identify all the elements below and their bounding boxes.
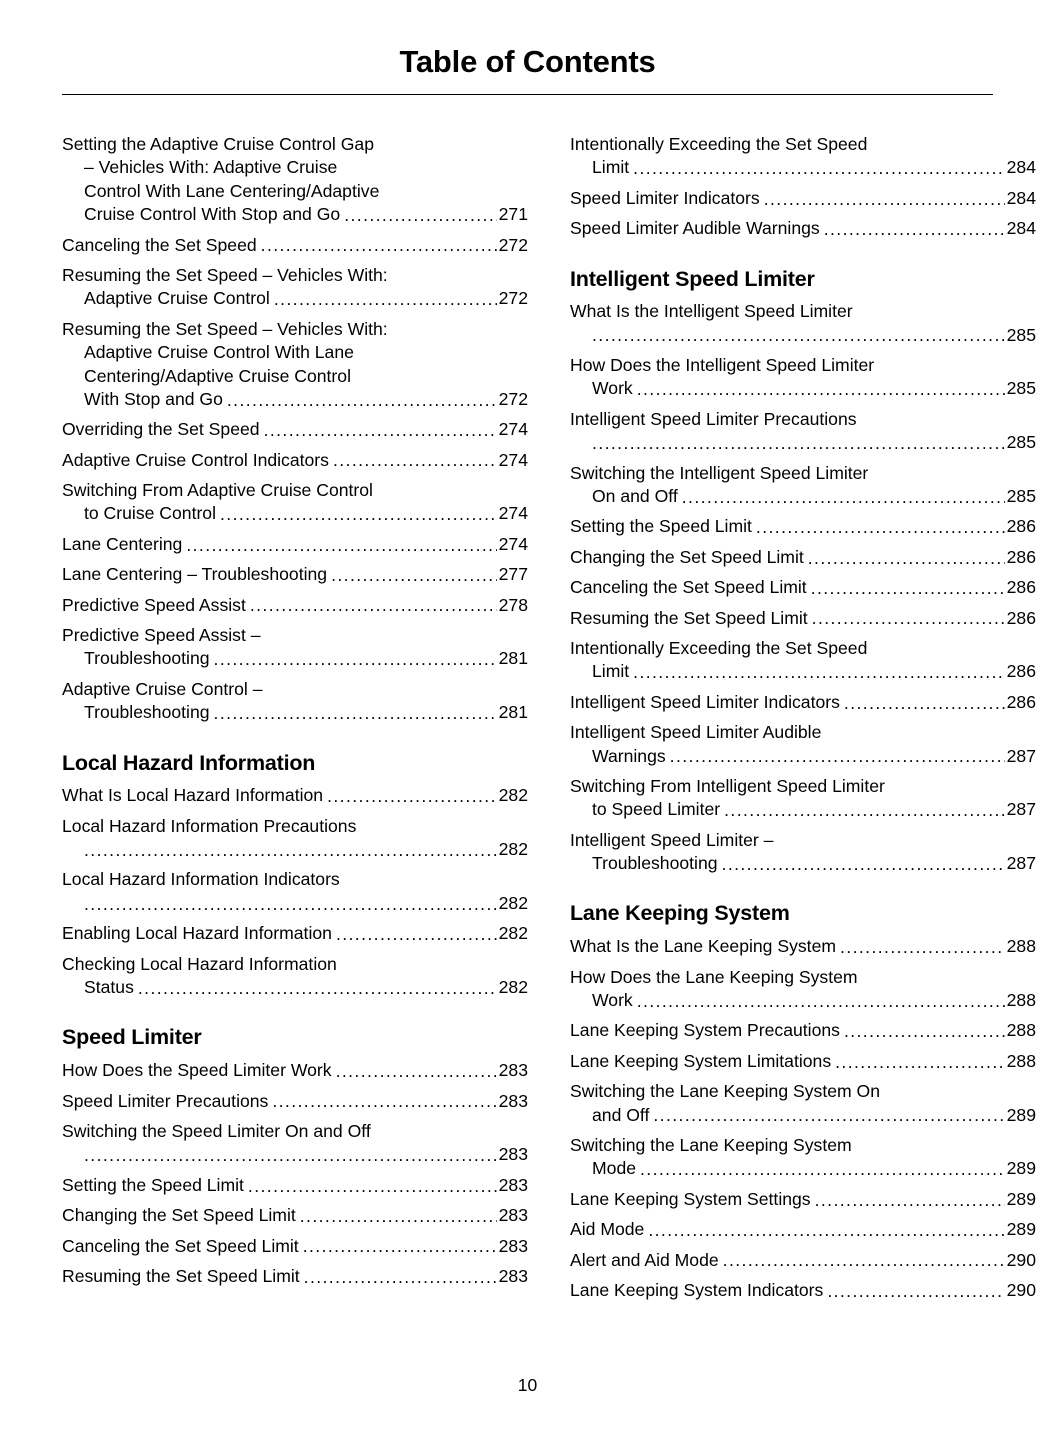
- toc-entry[interactable]: [62, 133, 528, 227]
- toc-entry-line: Centering/Adaptive Cruise Control: [84, 365, 351, 386]
- toc-entry[interactable]: [570, 637, 1036, 684]
- toc-entry-text: Adaptive Cruise Control Indicators: [62, 449, 329, 470]
- toc-entry-tail: [570, 798, 1036, 821]
- toc-entry-line: Resuming the Set Speed – Vehicles With:: [62, 264, 388, 285]
- toc-leader-dots: [815, 1192, 1005, 1210]
- toc-entry[interactable]: [570, 217, 1036, 240]
- toc-entry-page: 284: [1006, 187, 1036, 208]
- toc-leader-dots: [670, 748, 1005, 766]
- toc-entry-text: Speed Limiter Audible Warnings: [570, 218, 820, 239]
- toc-entry-text: Canceling the Set Speed Limit: [62, 1235, 299, 1256]
- toc-entry[interactable]: [62, 624, 528, 671]
- toc-entry-tail: [62, 922, 528, 945]
- toc-entry-line: Control With Lane Centering/Adaptive: [84, 180, 380, 201]
- toc-entry-text: Speed Limiter Indicators: [570, 187, 760, 208]
- toc-entry[interactable]: [62, 815, 528, 862]
- toc-entry-page: 289: [1006, 1104, 1036, 1125]
- toc-entry-text: Work: [592, 378, 633, 399]
- toc-entry-text: Setting the Speed Limit: [570, 516, 752, 537]
- toc-entry-text: Limit: [592, 661, 630, 682]
- toc-entry[interactable]: [570, 133, 1036, 180]
- toc-leader-dots: [304, 1269, 497, 1287]
- toc-entry-tail: [570, 187, 1036, 210]
- toc-entry-tail: [62, 533, 528, 556]
- toc-leader-dots: [84, 1147, 497, 1165]
- toc-entry-text: Resuming the Set Speed Limit: [570, 607, 808, 628]
- toc-entry-page: 283: [498, 1144, 528, 1165]
- toc-entry-tail: [570, 607, 1036, 630]
- page-title: Table of Contents: [399, 44, 656, 79]
- toc-entry-tail: [62, 388, 528, 411]
- toc-entry-line: Setting the Adaptive Cruise Control Gap: [62, 134, 374, 154]
- toc-entry-text: What Is Local Hazard Information: [62, 785, 324, 806]
- toc-leader-dots: [637, 381, 1005, 399]
- toc-leader-dots: [812, 610, 1005, 628]
- toc-entry-page: 274: [498, 449, 528, 470]
- toc-entry-tail: [62, 701, 528, 724]
- toc-entry-line: Switching From Intelligent Speed Limiter: [570, 775, 885, 796]
- toc-entry-text: Troubleshooting: [84, 648, 210, 669]
- toc-entry-text: Changing the Set Speed Limit: [570, 546, 804, 567]
- toc-entry[interactable]: [570, 187, 1036, 210]
- toc-entry-page: 290: [1006, 1249, 1036, 1270]
- toc-entry-page: 282: [498, 977, 528, 998]
- toc-entry-text: Canceling the Set Speed: [62, 234, 257, 255]
- toc-leader-dots: [248, 1178, 497, 1196]
- toc-entry-tail: [570, 377, 1036, 400]
- toc-entry-text: Work: [592, 989, 633, 1010]
- toc-leader-dots: [333, 452, 497, 470]
- toc-leader-dots: [756, 519, 1005, 537]
- toc-entry-line: Resuming the Set Speed – Vehicles With:: [62, 318, 388, 339]
- toc-leader-dots: [844, 1023, 1005, 1041]
- toc-leader-dots: [764, 191, 1005, 209]
- toc-columns: [62, 133, 1036, 1309]
- toc-entry-tail: [570, 217, 1036, 240]
- toc-entry-page: 274: [498, 533, 528, 554]
- toc-entry-tail: [62, 1090, 528, 1113]
- toc-leader-dots: [220, 506, 497, 524]
- toc-entry[interactable]: [570, 408, 1036, 455]
- toc-leader-dots: [633, 664, 1004, 682]
- toc-entry[interactable]: [570, 1279, 1036, 1302]
- toc-entry[interactable]: [570, 1249, 1036, 1272]
- toc-entry-line: Local Hazard Information Indicators: [62, 869, 340, 890]
- toc-entry[interactable]: [62, 418, 528, 441]
- toc-entry[interactable]: [62, 953, 528, 1000]
- toc-leader-dots: [84, 842, 497, 860]
- toc-entry-text: Lane Centering: [62, 533, 183, 554]
- toc-entry-tail: [62, 234, 528, 257]
- toc-entry-tail: [62, 449, 528, 472]
- toc-leader-dots: [633, 160, 1004, 178]
- toc-entry[interactable]: [570, 462, 1036, 509]
- toc-entry-text: Adaptive Cruise Control: [84, 288, 270, 309]
- toc-entry-page: 285: [1006, 324, 1036, 345]
- toc-entry-tail: [62, 203, 528, 226]
- toc-entry-page: 283: [498, 1265, 528, 1286]
- toc-entry-text: Aid Mode: [570, 1219, 645, 1240]
- toc-entry-text: Lane Keeping System Precautions: [570, 1020, 840, 1041]
- toc-entry[interactable]: [62, 479, 528, 526]
- toc-leader-dots: [682, 489, 1005, 507]
- toc-entry-line: How Does the Intelligent Speed Limiter: [570, 355, 875, 376]
- toc-entry[interactable]: [570, 354, 1036, 401]
- toc-entry-page: 281: [498, 648, 528, 669]
- toc-entry-text: On and Off: [592, 486, 678, 507]
- toc-leader-dots: [722, 856, 1005, 874]
- toc-entry-page: 272: [498, 288, 528, 309]
- toc-entry-tail: [570, 1157, 1036, 1180]
- toc-entry-page: 287: [1006, 745, 1036, 766]
- toc-entry-tail: [570, 1050, 1036, 1073]
- toc-entry-text: Lane Centering – Troubleshooting: [62, 564, 328, 585]
- toc-entry[interactable]: [62, 234, 528, 257]
- toc-leader-dots: [274, 291, 497, 309]
- toc-entry-page: 272: [498, 388, 528, 409]
- toc-entry-tail: [570, 1104, 1036, 1127]
- folio-page-number: 10: [517, 1375, 538, 1395]
- toc-leader-dots: [592, 327, 1005, 345]
- toc-entry-tail: [62, 1265, 528, 1288]
- toc-entry-tail: [62, 594, 528, 617]
- toc-section-heading: Speed Limiter: [62, 1025, 202, 1050]
- toc-leader-dots: [723, 1252, 1005, 1270]
- toc-entry[interactable]: [62, 318, 528, 412]
- toc-leader-dots: [637, 993, 1005, 1011]
- toc-entry-text: What Is the Lane Keeping System: [570, 936, 837, 957]
- toc-entry-page: 287: [1006, 799, 1036, 820]
- toc-entry-text: Speed Limiter Precautions: [62, 1090, 269, 1111]
- toc-leader-dots: [250, 597, 497, 615]
- toc-entry-text: Cruise Control With Stop and Go: [84, 204, 341, 225]
- toc-entry-page: 282: [498, 892, 528, 913]
- toc-leader-dots: [331, 567, 497, 585]
- toc-entry-tail: [570, 546, 1036, 569]
- toc-entry-line: Switching the Lane Keeping System On: [570, 1081, 881, 1102]
- toc-entry-page: 286: [1006, 607, 1036, 628]
- toc-entry-line: Switching the Intelligent Speed Limiter: [570, 462, 869, 483]
- toc-entry-page: 289: [1006, 1158, 1036, 1179]
- toc-leader-dots: [827, 1283, 1004, 1301]
- toc-entry-page: 284: [1006, 157, 1036, 178]
- toc-entry-tail: [570, 156, 1036, 179]
- toc-entry-line: Intelligent Speed Limiter Audible: [570, 722, 822, 743]
- toc-entry-tail: [570, 1279, 1036, 1302]
- toc-leader-dots: [214, 705, 497, 723]
- toc-entry-tail: [62, 1235, 528, 1258]
- toc-entry-tail: [570, 515, 1036, 538]
- toc-entry-page: 282: [498, 923, 528, 944]
- toc-entry-text: Mode: [592, 1158, 637, 1179]
- toc-entry[interactable]: [570, 829, 1036, 876]
- toc-entry-line: Switching the Lane Keeping System: [570, 1134, 852, 1155]
- toc-entry-text: With Stop and Go: [84, 388, 223, 409]
- toc-entry-page: 285: [1006, 378, 1036, 399]
- toc-leader-dots: [138, 980, 497, 998]
- toc-leader-dots: [811, 580, 1005, 598]
- toc-entry-page: 283: [498, 1235, 528, 1256]
- toc-entry-line: Adaptive Cruise Control –: [62, 678, 263, 699]
- toc-entry-page: 288: [1006, 1050, 1036, 1071]
- toc-entry[interactable]: [570, 1134, 1036, 1181]
- toc-entry-tail: [570, 1188, 1036, 1211]
- toc-entry-text: Overriding the Set Speed: [62, 419, 260, 440]
- toc-entry-tail: [62, 418, 528, 441]
- toc-entry-page: 289: [1006, 1219, 1036, 1240]
- toc-entry-tail: [570, 1019, 1036, 1042]
- toc-entry-text: Lane Keeping System Indicators: [570, 1279, 824, 1300]
- toc-entry-page: 281: [498, 702, 528, 723]
- toc-entry-tail: [62, 1059, 528, 1082]
- toc-entry-text: and Off: [592, 1104, 650, 1125]
- toc-entry-page: 288: [1006, 989, 1036, 1010]
- toc-entry-page: 286: [1006, 691, 1036, 712]
- toc-entry-text: Alert and Aid Mode: [570, 1249, 719, 1270]
- toc-entry-text: Status: [84, 977, 134, 998]
- toc-entry-page: 282: [498, 785, 528, 806]
- toc-entry[interactable]: [62, 449, 528, 472]
- toc-entry[interactable]: [570, 607, 1036, 630]
- toc-entry[interactable]: [570, 691, 1036, 714]
- toc-entry-page: 282: [498, 839, 528, 860]
- toc-entry-page: 287: [1006, 853, 1036, 874]
- toc-entry-line: Intentionally Exceeding the Set Speed: [570, 637, 868, 658]
- toc-entry[interactable]: [62, 533, 528, 556]
- toc-entry[interactable]: [570, 775, 1036, 822]
- toc-entry-tail: [62, 1143, 528, 1166]
- toc-entry-page: 284: [1006, 218, 1036, 239]
- toc-entry[interactable]: [570, 300, 1036, 347]
- toc-entry[interactable]: [62, 868, 528, 915]
- toc-entry-page: 271: [498, 204, 528, 225]
- toc-section-heading: Intelligent Speed Limiter: [570, 266, 815, 291]
- toc-entry-tail: [62, 1204, 528, 1227]
- toc-entry-line: How Does the Lane Keeping System: [570, 966, 858, 987]
- toc-entry-tail: [62, 1174, 528, 1197]
- toc-leader-dots: [300, 1208, 497, 1226]
- toc-entry-line: Intelligent Speed Limiter Precautions: [570, 408, 857, 429]
- toc-leader-dots: [344, 207, 496, 225]
- toc-entry-line: What Is the Intelligent Speed Limiter: [570, 301, 853, 322]
- toc-entry-page: 277: [498, 564, 528, 585]
- toc-entry-page: 283: [498, 1205, 528, 1226]
- toc-column-left: [62, 133, 528, 1295]
- toc-entry[interactable]: [62, 1204, 528, 1227]
- toc-entry-text: Warnings: [592, 745, 666, 766]
- toc-entry-text: Predictive Speed Assist: [62, 594, 246, 615]
- toc-leader-dots: [227, 392, 497, 410]
- toc-entry[interactable]: [570, 1050, 1036, 1073]
- toc-leader-dots: [261, 237, 497, 255]
- toc-entry-page: 289: [1006, 1188, 1036, 1209]
- toc-entry[interactable]: [62, 1090, 528, 1113]
- toc-leader-dots: [327, 788, 497, 806]
- toc-entry-page: 285: [1006, 486, 1036, 507]
- toc-leader-dots: [214, 651, 497, 669]
- toc-entry-text: to Cruise Control: [84, 503, 217, 524]
- toc-entry-page: 285: [1006, 432, 1036, 453]
- toc-entry-tail: [570, 485, 1036, 508]
- toc-entry-tail: [570, 1249, 1036, 1272]
- toc-entry[interactable]: [570, 576, 1036, 599]
- toc-entry-page: 286: [1006, 661, 1036, 682]
- toc-entry[interactable]: [570, 1080, 1036, 1127]
- toc-entry-page: 286: [1006, 516, 1036, 537]
- toc-entry-tail: [62, 838, 528, 861]
- toc-entry[interactable]: [62, 563, 528, 586]
- toc-entry-text: Lane Keeping System Settings: [570, 1188, 811, 1209]
- toc-entry-tail: [62, 502, 528, 525]
- toc-leader-dots: [835, 1054, 1005, 1072]
- toc-entry-line: Switching the Speed Limiter On and Off: [62, 1120, 371, 1141]
- toc-entry[interactable]: [570, 1218, 1036, 1241]
- toc-entry[interactable]: [570, 515, 1036, 538]
- toc-entry[interactable]: [570, 721, 1036, 768]
- toc-entry-page: 283: [498, 1060, 528, 1081]
- toc-entry-line: Local Hazard Information Precautions: [62, 815, 357, 836]
- title-divider: [62, 94, 993, 95]
- toc-entry-tail: [570, 745, 1036, 768]
- toc-entry[interactable]: [62, 1059, 528, 1082]
- toc-entry-tail: [570, 989, 1036, 1012]
- toc-entry-text: Resuming the Set Speed Limit: [62, 1265, 300, 1286]
- toc-leader-dots: [808, 550, 1005, 568]
- toc-leader-dots: [336, 1063, 497, 1081]
- toc-entry-tail: [62, 976, 528, 999]
- toc-leader-dots: [264, 422, 497, 440]
- toc-leader-dots: [640, 1161, 1005, 1179]
- toc-entry[interactable]: [62, 1235, 528, 1258]
- toc-entry[interactable]: [62, 1120, 528, 1167]
- toc-leader-dots: [824, 221, 1005, 239]
- toc-entry-tail: [570, 431, 1036, 454]
- toc-entry[interactable]: [62, 784, 528, 807]
- toc-entry-tail: [570, 691, 1036, 714]
- toc-leader-dots: [653, 1107, 1004, 1125]
- toc-entry-tail: [570, 324, 1036, 347]
- toc-leader-dots: [840, 939, 1005, 957]
- toc-entry-line: Predictive Speed Assist –: [62, 625, 261, 646]
- toc-section-heading: Local Hazard Information: [62, 750, 316, 775]
- toc-entry-tail: [570, 852, 1036, 875]
- toc-leader-dots: [303, 1238, 497, 1256]
- toc-entry-text: Setting the Speed Limit: [62, 1174, 244, 1195]
- toc-entry[interactable]: [62, 1174, 528, 1197]
- toc-entry-text: Troubleshooting: [592, 853, 718, 874]
- toc-entry[interactable]: [570, 1019, 1036, 1042]
- toc-entry-line: – Vehicles With: Adaptive Cruise: [84, 157, 338, 178]
- toc-entry-page: 290: [1006, 1279, 1036, 1300]
- toc-entry-text: to Speed Limiter: [592, 799, 721, 820]
- toc-leader-dots: [272, 1093, 496, 1111]
- toc-entry-line: Intentionally Exceeding the Set Speed: [570, 134, 868, 154]
- toc-entry-tail: [62, 563, 528, 586]
- toc-leader-dots: [336, 926, 497, 944]
- toc-entry[interactable]: [570, 1188, 1036, 1211]
- toc-entry-tail: [62, 784, 528, 807]
- toc-entry[interactable]: [62, 678, 528, 725]
- toc-entry-page: 274: [498, 503, 528, 524]
- toc-entry-tail: [570, 1218, 1036, 1241]
- toc-leader-dots: [84, 896, 497, 914]
- toc-entry-tail: [570, 660, 1036, 683]
- toc-section-heading: Lane Keeping System: [570, 901, 790, 926]
- toc-leader-dots: [844, 695, 1005, 713]
- toc-entry-line: Adaptive Cruise Control With Lane: [84, 342, 354, 363]
- toc-entry-page: 288: [1006, 936, 1036, 957]
- toc-entry-tail: [570, 576, 1036, 599]
- toc-entry-text: How Does the Speed Limiter Work: [62, 1060, 332, 1081]
- toc-entry-tail: [62, 287, 528, 310]
- toc-entry-text: Enabling Local Hazard Information: [62, 923, 332, 944]
- toc-entry-line: Switching From Adaptive Cruise Control: [62, 480, 373, 501]
- toc-leader-dots: [724, 802, 1005, 820]
- toc-leader-dots: [186, 537, 496, 555]
- toc-entry-page: 278: [498, 594, 528, 615]
- toc-entry-tail: [570, 935, 1036, 958]
- toc-entry-text: Intelligent Speed Limiter Indicators: [570, 691, 840, 712]
- toc-entry-text: Lane Keeping System Limitations: [570, 1050, 832, 1071]
- toc-entry[interactable]: [570, 935, 1036, 958]
- toc-entry-page: 283: [498, 1174, 528, 1195]
- toc-entry-page: 286: [1006, 546, 1036, 567]
- toc-entry-page: 286: [1006, 577, 1036, 598]
- toc-entry-text: Troubleshooting: [84, 702, 210, 723]
- toc-leader-dots: [592, 435, 1005, 453]
- toc-entry-text: Changing the Set Speed Limit: [62, 1205, 296, 1226]
- toc-entry[interactable]: [62, 1265, 528, 1288]
- toc-entry-page: 272: [498, 234, 528, 255]
- toc-entry[interactable]: [62, 594, 528, 617]
- toc-entry-page: 274: [498, 419, 528, 440]
- toc-entry-page: 288: [1006, 1020, 1036, 1041]
- toc-leader-dots: [648, 1222, 1004, 1240]
- toc-entry-page: 283: [498, 1090, 528, 1111]
- toc-entry-line: Intelligent Speed Limiter –: [570, 829, 774, 850]
- toc-entry[interactable]: [62, 922, 528, 945]
- toc-entry-tail: [62, 647, 528, 670]
- toc-entry-text: Canceling the Set Speed Limit: [570, 577, 807, 598]
- toc-entry[interactable]: [570, 546, 1036, 569]
- toc-entry[interactable]: [570, 966, 1036, 1013]
- toc-entry-line: Checking Local Hazard Information: [62, 953, 337, 974]
- toc-entry-tail: [62, 892, 528, 915]
- toc-column-right: [570, 133, 1036, 1309]
- toc-entry[interactable]: [62, 264, 528, 311]
- toc-entry-text: Limit: [592, 157, 630, 178]
